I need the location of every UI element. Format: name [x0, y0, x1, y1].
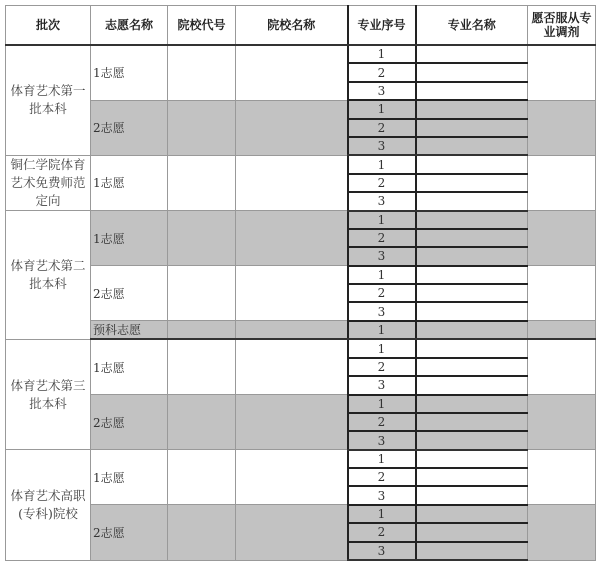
table-row [6, 321, 596, 340]
school-name-field[interactable] [236, 339, 348, 394]
accept-adjustment-field[interactable] [528, 395, 596, 450]
major-name-field[interactable] [416, 431, 528, 449]
major-name-field[interactable] [416, 63, 528, 81]
major-name-field[interactable] [416, 376, 528, 394]
table-row [6, 100, 596, 118]
batch-cell: 体育艺术第一批本科 [6, 45, 91, 155]
major-name-field[interactable] [416, 266, 528, 284]
school-code-field[interactable] [168, 321, 236, 340]
school-name-field[interactable] [236, 100, 348, 155]
major-seq-cell: 3 [348, 82, 416, 100]
school-name-field[interactable] [236, 45, 348, 100]
header-row [6, 6, 596, 46]
major-seq-cell: 3 [348, 137, 416, 155]
table-row [6, 266, 596, 284]
school-name-field[interactable] [236, 211, 348, 266]
major-seq-cell: 1 [348, 450, 416, 468]
school-code-field[interactable] [168, 211, 236, 266]
accept-adjustment-field[interactable] [528, 505, 596, 560]
major-name-field[interactable] [416, 155, 528, 173]
school-name-field[interactable] [236, 321, 348, 340]
major-seq-cell: 3 [348, 376, 416, 394]
major-seq-cell: 2 [348, 468, 416, 486]
major-seq-cell: 1 [348, 395, 416, 413]
major-seq-cell: 3 [348, 431, 416, 449]
major-seq-cell: 3 [348, 486, 416, 504]
table-row [6, 155, 596, 173]
batch-cell: 铜仁学院体育艺术免费师范定向 [6, 155, 91, 210]
volunteer-form-table [5, 5, 596, 561]
school-code-field[interactable] [168, 155, 236, 210]
major-seq-cell: 1 [348, 100, 416, 118]
table-row [6, 211, 596, 229]
header-major-seq: 专业序号 [348, 6, 416, 46]
major-seq-cell: 3 [348, 247, 416, 265]
table-row [6, 505, 596, 523]
major-name-field[interactable] [416, 137, 528, 155]
accept-adjustment-field[interactable] [528, 339, 596, 394]
major-name-field[interactable] [416, 542, 528, 560]
major-seq-cell: 1 [348, 505, 416, 523]
choice-name-cell: 1志愿 [91, 155, 168, 210]
major-seq-cell: 2 [348, 284, 416, 302]
accept-adjustment-field[interactable] [528, 266, 596, 321]
school-code-field[interactable] [168, 395, 236, 450]
major-name-field[interactable] [416, 321, 528, 340]
table-row [6, 339, 596, 357]
major-name-field[interactable] [416, 192, 528, 210]
school-code-field[interactable] [168, 100, 236, 155]
accept-adjustment-field[interactable] [528, 321, 596, 340]
school-code-field[interactable] [168, 266, 236, 321]
table-row [6, 395, 596, 413]
header-accept-adjustment: 愿否服从专业调剂 [528, 6, 596, 46]
choice-name-cell: 2志愿 [91, 100, 168, 155]
choice-name-cell: 1志愿 [91, 339, 168, 394]
major-name-field[interactable] [416, 45, 528, 63]
major-seq-cell: 3 [348, 542, 416, 560]
major-seq-cell: 2 [348, 413, 416, 431]
major-seq-cell: 1 [348, 211, 416, 229]
school-code-field[interactable] [168, 45, 236, 100]
major-name-field[interactable] [416, 339, 528, 357]
header-school-name: 院校名称 [236, 6, 348, 46]
batch-cell: 体育艺术第三批本科 [6, 339, 91, 449]
accept-adjustment-field[interactable] [528, 100, 596, 155]
major-seq-cell: 2 [348, 229, 416, 247]
accept-adjustment-field[interactable] [528, 45, 596, 100]
batch-cell: 体育艺术第二批本科 [6, 211, 91, 340]
choice-name-cell: 2志愿 [91, 505, 168, 560]
school-name-field[interactable] [236, 266, 348, 321]
major-seq-cell: 1 [348, 266, 416, 284]
header-batch: 批次 [6, 6, 91, 46]
school-name-field[interactable] [236, 155, 348, 210]
major-name-field[interactable] [416, 523, 528, 541]
major-name-field[interactable] [416, 119, 528, 137]
school-code-field[interactable] [168, 339, 236, 394]
choice-name-cell: 2志愿 [91, 395, 168, 450]
choice-name-cell: 1志愿 [91, 45, 168, 100]
major-name-field[interactable] [416, 211, 528, 229]
major-seq-cell: 2 [348, 63, 416, 81]
major-seq-cell: 2 [348, 119, 416, 137]
major-name-field[interactable] [416, 284, 528, 302]
major-seq-cell: 1 [348, 321, 416, 340]
table-row [6, 45, 596, 63]
school-name-field[interactable] [236, 505, 348, 560]
school-code-field[interactable] [168, 505, 236, 560]
major-seq-cell: 3 [348, 192, 416, 210]
header-choice-name: 志愿名称 [91, 6, 168, 46]
major-name-field[interactable] [416, 302, 528, 320]
school-name-field[interactable] [236, 395, 348, 450]
major-name-field[interactable] [416, 100, 528, 118]
accept-adjustment-field[interactable] [528, 155, 596, 210]
major-seq-cell: 1 [348, 45, 416, 63]
major-name-field[interactable] [416, 413, 528, 431]
header-major-name: 专业名称 [416, 6, 528, 46]
table-row [6, 450, 596, 468]
batch-cell: 体育艺术高职(专科)院校 [6, 450, 91, 560]
major-seq-cell: 3 [348, 302, 416, 320]
major-seq-cell: 1 [348, 339, 416, 357]
choice-name-cell: 2志愿 [91, 266, 168, 321]
accept-adjustment-field[interactable] [528, 211, 596, 266]
major-name-field[interactable] [416, 358, 528, 376]
major-name-field[interactable] [416, 174, 528, 192]
accept-adjustment-field[interactable] [528, 450, 596, 505]
school-code-field[interactable] [168, 450, 236, 505]
major-name-field[interactable] [416, 468, 528, 486]
major-seq-cell: 1 [348, 155, 416, 173]
school-name-field[interactable] [236, 450, 348, 505]
major-name-field[interactable] [416, 395, 528, 413]
major-name-field[interactable] [416, 229, 528, 247]
major-name-field[interactable] [416, 486, 528, 504]
choice-name-cell: 1志愿 [91, 450, 168, 505]
major-name-field[interactable] [416, 450, 528, 468]
major-name-field[interactable] [416, 82, 528, 100]
choice-name-cell: 预科志愿 [91, 321, 168, 340]
major-seq-cell: 2 [348, 174, 416, 192]
major-seq-cell: 2 [348, 523, 416, 541]
major-seq-cell: 2 [348, 358, 416, 376]
header-school-code: 院校代号 [168, 6, 236, 46]
major-name-field[interactable] [416, 505, 528, 523]
choice-name-cell: 1志愿 [91, 211, 168, 266]
major-name-field[interactable] [416, 247, 528, 265]
